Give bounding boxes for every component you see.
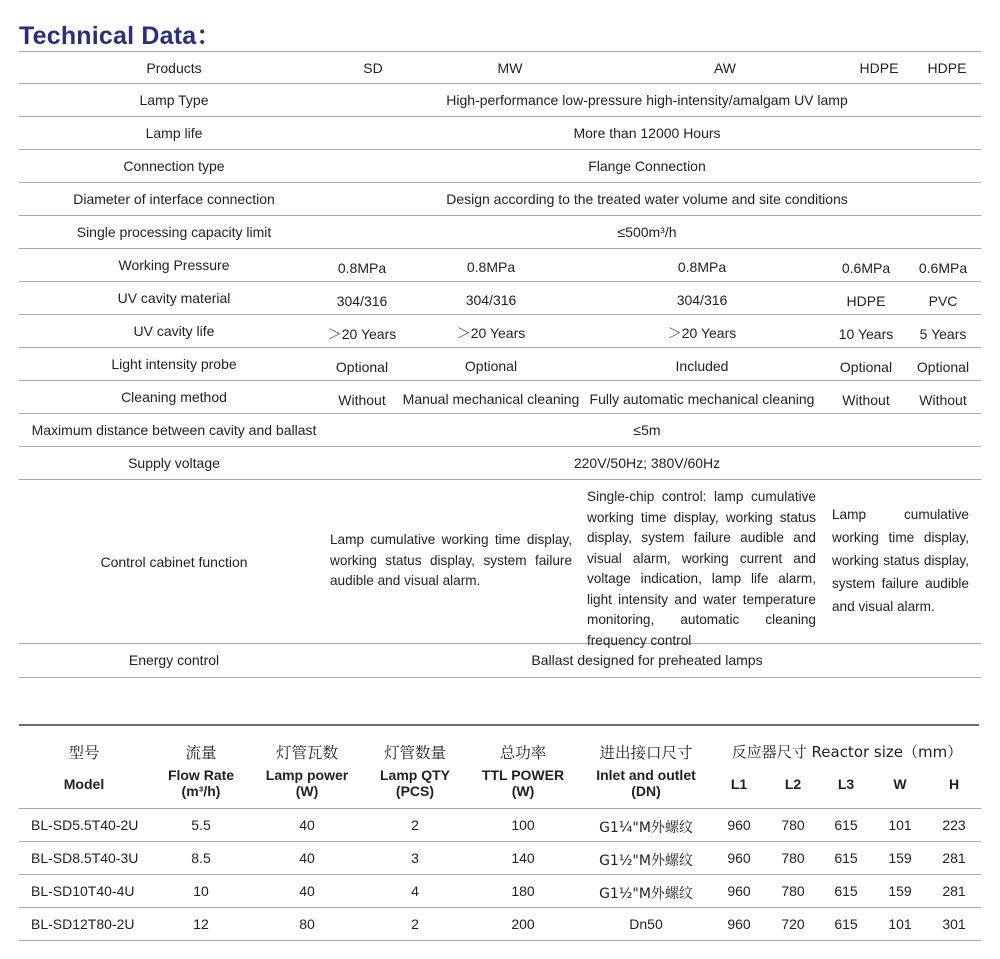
row-label-voltage: Supply voltage: [128, 455, 220, 471]
material-hdpe-2: PVC: [928, 293, 958, 309]
row-label-connection-type: Connection type: [123, 158, 225, 174]
table-rule: [19, 116, 981, 117]
header-power-cn: 灯管瓦数: [275, 744, 339, 762]
pressure-sd: 0.8MPa: [337, 260, 387, 276]
header-reactor-size: 反应器尺寸 Reactor size（mm）: [731, 743, 963, 761]
table-row-l3: 615: [834, 850, 858, 866]
probe-mw: Optional: [464, 358, 518, 374]
value-voltage: 220V/50Hz; 380V/60Hz: [573, 455, 721, 471]
table-row-l2: 780: [781, 883, 805, 899]
table-row-power: 40: [299, 883, 315, 899]
table-row-qty: 2: [411, 916, 419, 932]
cleaning-sd: Without: [338, 392, 386, 408]
table-row-l3: 615: [834, 916, 858, 932]
cleaning-aw: Fully automatic mechanical cleaning: [589, 391, 815, 407]
table-row-model: BL-SD10T40-4U: [31, 883, 135, 899]
row-label-material: UV cavity material: [117, 290, 231, 306]
cleaning-hdpe-1: Without: [842, 392, 890, 408]
header-l1: L1: [730, 776, 748, 792]
pressure-hdpe-1: 0.6MPa: [841, 260, 891, 276]
table-row-l3: 615: [834, 817, 858, 833]
table-row-inlet: G1¼"M外螺纹: [599, 820, 693, 836]
table-rule: [19, 347, 981, 348]
probe-sd: Optional: [335, 359, 389, 375]
cavity-life-hdpe-1: 10 Years: [838, 326, 894, 342]
header-power-en: Lamp power (W): [265, 767, 349, 799]
control-text-aw: Single-chip control: lamp cumulative working time display, working status display, system failure audible and visual alarm, working current and voltage indication, lamp life alarm, light intensity and water temperature monitoring, automatic cleaning frequency control: [587, 489, 816, 648]
table-row-w: 101: [888, 916, 912, 932]
row-label-distance: Maximum distance between cavity and ballast: [31, 422, 317, 438]
header-l2: L2: [784, 776, 802, 792]
row-label-cavity-life: UV cavity life: [133, 323, 215, 339]
table-row-power: 80: [299, 916, 315, 932]
value-distance: ≤5m: [633, 422, 661, 438]
value-lamp-type: High-performance low-pressure high-intensity/amalgam UV lamp: [446, 92, 848, 108]
table-row-model: BL-SD5.5T40-2U: [31, 817, 139, 833]
table-rule: [19, 841, 981, 842]
value-connection-type: Flange Connection: [588, 158, 706, 174]
table-row-l1: 960: [727, 916, 751, 932]
row-label-pressure: Working Pressure: [118, 257, 230, 273]
cavity-life-hdpe-2: 5 Years: [919, 326, 967, 342]
table-row-model: BL-SD8.5T40-3U: [31, 850, 139, 866]
table-rule: [19, 215, 981, 216]
header-ttl-en: TTL POWER (W): [481, 767, 565, 799]
row-label-capacity: Single processing capacity limit: [76, 224, 272, 240]
table-row-w: 101: [888, 817, 912, 833]
table-row-inlet: G1½"M外螺纹: [599, 886, 693, 902]
control-text-sd-mw: Lamp cumulative working time display, working status display, system failure audible and visual alarm.: [330, 532, 572, 588]
probe-hdpe-1: Optional: [839, 359, 893, 375]
material-aw: 304/316: [676, 292, 728, 308]
table-row-inlet: G1½"M外螺纹: [599, 853, 693, 869]
material-sd: 304/316: [336, 293, 388, 309]
table-row-l1: 960: [727, 850, 751, 866]
value-diameter: Design according to the treated water volume and site conditions: [446, 191, 848, 207]
table-row-power: 40: [299, 850, 315, 866]
header-inlet-cn: 进出接口尺寸: [599, 744, 693, 762]
table-rule: [19, 677, 981, 678]
row-label-probe: Light intensity probe: [111, 356, 237, 372]
table-row-power: 40: [299, 817, 315, 833]
table-rule: [19, 808, 981, 809]
table-row-ttl: 140: [511, 850, 535, 866]
table-row-flow: 10: [193, 883, 209, 899]
table-row-qty: 2: [411, 817, 419, 833]
row-label-control: Control cabinet function: [100, 554, 248, 570]
header-flow-en: Flow Rate (m³/h): [167, 767, 235, 799]
table-row-l1: 960: [727, 883, 751, 899]
control-text-hdpe: Lamp cumulative working time display, working status display, system failure audible and visual alarm.: [832, 507, 969, 614]
cavity-life-mw: ＞20 Years: [456, 325, 526, 341]
col-header-hdpe-1: HDPE: [859, 60, 899, 76]
header-qty-en: Lamp QTY (PCS): [379, 767, 451, 799]
table-row-flow: 12: [193, 916, 209, 932]
table-row-l2: 720: [781, 916, 805, 932]
material-hdpe-1: HDPE: [846, 293, 886, 309]
table-row-flow: 8.5: [191, 850, 211, 866]
table-rule: [19, 182, 981, 183]
probe-hdpe-2: Optional: [916, 359, 970, 375]
table-rule: [19, 940, 981, 941]
table-row-h: 223: [942, 817, 966, 833]
value-lamp-life: More than 12000 Hours: [573, 125, 721, 141]
value-capacity: ≤500m³/h: [617, 224, 677, 240]
cleaning-mw: Manual mechanical cleaning: [402, 391, 580, 407]
col-header-aw: AW: [713, 60, 737, 76]
table-rule: [19, 314, 981, 315]
table-row-h: 301: [942, 916, 966, 932]
header-model-en: Model: [63, 776, 105, 792]
header-l3: L3: [837, 776, 855, 792]
table-rule: [19, 413, 981, 414]
table-rule: [19, 149, 981, 150]
table-row-w: 159: [888, 850, 912, 866]
col-header-hdpe-2: HDPE: [927, 60, 967, 76]
header-flow-cn: 流量: [185, 744, 217, 762]
table-rule: [19, 248, 981, 249]
table-row-w: 159: [888, 883, 912, 899]
material-mw: 304/316: [465, 292, 517, 308]
pressure-mw: 0.8MPa: [466, 259, 516, 275]
table-rule: [19, 446, 981, 447]
table-row-inlet: Dn50: [629, 916, 663, 932]
table-row-l2: 780: [781, 850, 805, 866]
header-ttl-cn: 总功率: [499, 744, 547, 762]
row-label-lamp-life: Lamp life: [145, 125, 203, 141]
table-row-l2: 780: [781, 817, 805, 833]
row-label-diameter: Diameter of interface connection: [73, 191, 275, 207]
table-row-h: 281: [942, 883, 966, 899]
pressure-hdpe-2: 0.6MPa: [918, 260, 968, 276]
table-rule: [19, 83, 981, 84]
table-row-h: 281: [942, 850, 966, 866]
table-row-ttl: 100: [511, 817, 535, 833]
header-h: H: [948, 776, 960, 792]
table-rule: [19, 907, 981, 908]
row-label-cleaning: Cleaning method: [121, 389, 227, 405]
table-rule: [19, 380, 981, 381]
header-qty-cn: 灯管数量: [383, 744, 447, 762]
table-rule: [19, 281, 981, 282]
table-rule: [19, 874, 981, 875]
header-model-cn: 型号: [68, 744, 100, 762]
col-header-sd: SD: [363, 60, 383, 76]
probe-aw: Included: [675, 358, 729, 374]
table-rule: [19, 479, 981, 480]
model-table-top-rule: [19, 724, 979, 726]
header-inlet-en: Inlet and outlet (DN): [596, 767, 696, 799]
table-rule: [19, 643, 981, 644]
products-label: Products: [146, 60, 202, 76]
cavity-life-aw: ＞20 Years: [667, 325, 737, 341]
table-row-ttl: 180: [511, 883, 535, 899]
table-row-qty: 3: [411, 850, 419, 866]
value-energy: Ballast designed for preheated lamps: [531, 652, 763, 668]
page-title: Technical Data：: [19, 22, 222, 50]
col-header-mw: MW: [497, 60, 523, 76]
table-rule: [19, 51, 981, 52]
row-label-energy: Energy control: [128, 652, 220, 668]
table-row-l3: 615: [834, 883, 858, 899]
cleaning-hdpe-2: Without: [919, 392, 967, 408]
cavity-life-sd: ＞20 Years: [327, 326, 397, 342]
header-w: W: [893, 776, 907, 792]
table-row-ttl: 200: [511, 916, 535, 932]
table-row-l1: 960: [727, 817, 751, 833]
table-row-model: BL-SD12T80-2U: [31, 916, 135, 932]
table-row-flow: 5.5: [191, 817, 211, 833]
pressure-aw: 0.8MPa: [677, 259, 727, 275]
row-label-lamp-type: Lamp Type: [139, 92, 209, 108]
table-row-qty: 4: [411, 883, 419, 899]
